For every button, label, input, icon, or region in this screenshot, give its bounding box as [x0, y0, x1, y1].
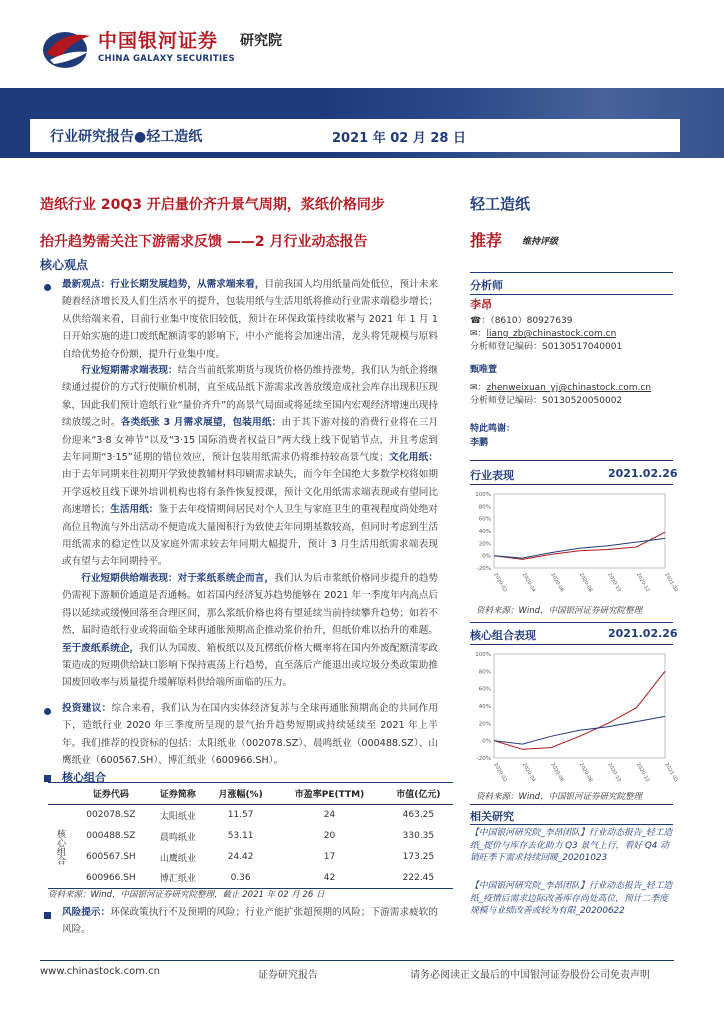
cell: 330.35: [402, 831, 435, 841]
y-tick-label: 60%: [478, 686, 491, 693]
cell: 24.42: [227, 852, 254, 862]
analyst-name: 李昂: [470, 298, 492, 311]
related-title: 相关研究: [470, 810, 514, 823]
risk-body: 环保政策执行不及预期的风险；行业产能扩张超预期的风险；下游需求疲软的风险。: [62, 907, 439, 936]
footer-site[interactable]: www.chinastock.com.cn: [40, 966, 160, 977]
x-tick-label: 2020-02: [492, 762, 508, 784]
table-row: [48, 847, 453, 868]
table-row: [48, 826, 453, 847]
portfolio-table: [48, 782, 453, 889]
headline-line-1: 造纸行业 20Q3 开启量价齐升景气周期，浆纸价格同步: [40, 197, 385, 213]
y-tick-label: 100%: [475, 492, 491, 498]
y-tick-label: -20%: [476, 566, 491, 572]
core-date: 2021.02.26: [608, 627, 678, 640]
x-tick-label: 2020-12: [634, 762, 651, 784]
y-tick-label: 0%: [482, 738, 491, 745]
demand-body-4: 鉴于去年疫情期间居民对个人卫生与家庭卫生的重视程度尚处绝对高位且物流与外出活动不便造成大量囤积行为致使去年同期基数较高，但同时考虑到生活用纸需求的稳定性以及家庭外需求较去年同期大幅提升，预计 3 月生活用纸需求端表现或有望与去年同期持平。: [62, 504, 439, 568]
cell: 222.45: [402, 872, 435, 883]
series-line-1: [494, 538, 665, 558]
cell: 11.57: [227, 810, 254, 821]
report-date: 2021 年 02 月 28 日: [332, 131, 466, 146]
portfolio-source: 资料来源：Wind，中国银河证券研究院整理，截止 2021 年 02 月 26 日: [48, 890, 325, 900]
paragraph-risk: [62, 904, 438, 939]
supply-lead: 行业短期供给端表现：对于浆纸系统企而言，: [81, 573, 275, 584]
cell: 0.36: [230, 872, 251, 883]
latest-view-body: 目前我国人均用纸量尚处低位，预计未来随着经济增长及人们生活水平的提升，包装用纸与生活用纸将推动行业需求端稳步增长；从供给端来看，目前行业集中度依旧较低，预计在环保政策持续收紧与 2021 年 1 月 1 日开始实施的进口废纸配额清零的影响下，中小产能将会加速出清，龙头将凭规模与原料自给优势抢夺份额，提升行业集中度。: [62, 279, 439, 360]
x-tick-label: 2021-02: [663, 762, 679, 784]
email-icon: ✉：: [470, 383, 487, 393]
supply-body-2: 我们认为国废、箱板纸以及瓦楞纸价格大概率将在国内外废配额清零政策造成的短期供给缺口影响下保持震荡上行趋势，直至落后产能退出或垃圾分类政策助推国废回收率与质量提升缓解原料供给端所面临的压力。: [62, 642, 439, 689]
x-tick-label: 2020-04: [520, 762, 537, 784]
assistant-cert: 分析师登记编码：S0130520050002: [470, 396, 623, 406]
bullet-dot: [44, 708, 51, 715]
analyst-phone: ☎：（8610）80927639: [470, 316, 573, 326]
core-title: 核心组合表现: [470, 629, 536, 642]
logo-en-text: CHINA GALAXY SECURITIES: [98, 54, 235, 64]
thanks-name: 李鹏: [470, 438, 489, 448]
email-icon: ✉：: [470, 329, 487, 339]
sidebar-sector: 轻工造纸: [470, 195, 531, 213]
series-line-1: [494, 716, 665, 744]
series-line-0: [494, 671, 665, 749]
bullet-square: [44, 775, 51, 782]
cell: 53.11: [227, 831, 254, 841]
cell: 17: [323, 852, 336, 862]
rating-note: 维持评级: [522, 237, 559, 247]
cell: 463.25: [402, 810, 435, 821]
investment-lead: 投资建议：: [62, 703, 112, 714]
plot-area: [494, 654, 665, 758]
perf-date: 2021.02.26: [608, 467, 678, 480]
logo: [40, 24, 300, 74]
cell: 000488.SZ: [86, 831, 136, 841]
cell: 600567.SH: [86, 852, 136, 862]
y-tick-label: 60%: [478, 516, 491, 523]
x-tick-label: 2020-06: [549, 762, 565, 784]
paragraph-demand: [62, 362, 438, 571]
plot-area: [494, 494, 665, 568]
section-title: 核心观点: [40, 258, 89, 272]
demand-bold-2: 各类纸张 3 月需求展望，包装用纸：: [120, 417, 282, 429]
analyst-title: 分析师: [470, 279, 503, 292]
related-item-2[interactable]: 【中国银河研究院_李昂团队】行业动态报告_轻工造纸_疫情后需求边际改善库存尚处高位，预计二季度规模与业绩改善或较为有限_20200622: [470, 881, 673, 916]
footer-center: 证券研究报告: [258, 970, 318, 981]
x-tick-label: 2020-08: [577, 572, 594, 594]
x-tick-label: 2020-12: [634, 572, 651, 594]
investment-body: 综合来看，我们认为在国内实体经济复苏与全球再通胀预期高企的共同作用下，造纸行业 2020 年三季度所呈现的景气抬升趋势短期或持续延续至 2021 年上半年。我们推荐的投资标的包括：太阳纸业（002078.SZ）、晨鸣纸业（000488.SZ）、山鹰纸业（600567.SH）、博汇纸业（600966.SH）。: [62, 703, 439, 767]
x-tick-label: 2020-08: [577, 762, 594, 784]
demand-body-3: 由于去年同期来往初期开学致使教辅材料印刷需求缺失，而今年全国绝大多数学校将如期开学返校且线下课外培训机构也将有条件恢复授课，预计文化用纸需求端表现或有望同比高速增长；: [62, 469, 438, 516]
x-tick-label: 2021-02: [663, 572, 679, 594]
cell: 晨鸣纸业: [159, 832, 196, 843]
demand-body-2: 由于其下游对接的消费行业将在三月份迎来“3·8 女神节”以及“3·15 国际消费者权益日”两大线上线下促销节点，并且考虑到去年同期“3·15”延期的错位效应，预计包装用纸需求仍将维持较高景气度；: [62, 417, 439, 464]
cell: 山鹰纸业: [159, 853, 196, 864]
cell: 博汇纸业: [159, 874, 196, 885]
analyst-email[interactable]: liang_zb@chinastock.com.cn: [486, 329, 617, 339]
assistant-name: 甄唯萱: [470, 365, 498, 375]
perf-title: 行业表现: [470, 469, 514, 482]
footer-disclaimer: 请务必阅读正文最后的中国银河证券股份公司免责声明: [410, 970, 650, 981]
cell: 600966.SH: [86, 872, 136, 883]
col-header: 市盈率PE(TTM): [294, 790, 365, 800]
portfolio-side-label: 核心组合: [55, 828, 65, 865]
core-source: 资料来源：Wind，中国银河证券研究院整理: [476, 792, 643, 802]
footer-divider: [40, 960, 674, 961]
series-line-0: [494, 532, 665, 559]
cell: 24: [323, 810, 336, 821]
paragraph-supply: [62, 570, 438, 692]
risk-lead: 风险提示：: [62, 907, 111, 918]
assistant-email[interactable]: zhenweixuan_yj@chinastock.com.cn: [486, 383, 652, 393]
y-tick-label: 80%: [478, 504, 491, 511]
y-tick-label: 40%: [478, 529, 491, 535]
headline-line-2: 抬升趋势需关注下游需求反馈 ——2 月行业动态报告: [40, 234, 368, 250]
related-item-1[interactable]: 【中国银河研究院_李昂团队】行业动态报告_轻工造纸_提价与库存去化助力 Q3 景气上行，看好 Q4 动销旺季下需求持续回暖_20201023: [470, 828, 673, 863]
demand-lead: 行业短期需求端表现：: [81, 365, 178, 376]
y-tick-label: 0%: [482, 553, 491, 560]
y-tick-label: 20%: [478, 541, 491, 548]
perf-source: 资料来源：Wind，中国银河证券研究院整理: [476, 606, 643, 616]
analyst-email-row: [470, 326, 616, 339]
x-tick-label: 2020-06: [549, 572, 565, 594]
analyst-cert: 分析师登记编码：S0130517040001: [470, 342, 623, 352]
logo-cn-text: 中国银河证券: [98, 30, 219, 52]
supply-bold-2: 至于废纸系统企，: [62, 642, 140, 654]
y-tick-label: 20%: [478, 721, 491, 728]
x-tick-label: 2020-04: [520, 572, 537, 594]
cell: 42: [323, 872, 336, 883]
assistant-email-row: [470, 380, 651, 393]
demand-bold-3: 文化用纸：: [388, 452, 438, 464]
table-row: [48, 868, 453, 889]
core-portfolio-chart: [470, 648, 679, 788]
demand-bold-4: 生活用纸：: [110, 504, 159, 516]
x-tick-label: 2020-10: [606, 572, 622, 594]
rating-label: 推荐: [470, 231, 503, 250]
cell: 20: [323, 831, 336, 841]
cell: 002078.SZ: [86, 810, 136, 821]
thanks-title: 特此鸣谢：: [470, 424, 516, 434]
x-tick-label: 2020-02: [492, 572, 508, 594]
y-tick-label: 100%: [475, 652, 491, 658]
galaxy-logo-icon: [40, 24, 94, 72]
bullet-dot: [44, 284, 51, 291]
report-type: 行业研究报告●轻工造纸: [50, 129, 203, 145]
table-row: [48, 805, 453, 826]
demand-body: 结合当前纸浆期货与现货价格仍维持涨势，我们认为纸企将继续通过提价的方式行使顺价机制，直至成品纸下游需求改善放缓造成社会库存出现积压现象，因此我们预计造纸行业“量价齐升”的高景气局面或将延续至国内宏观经济增速出现持续放缓之时。: [62, 365, 439, 429]
institute-label: 研究院: [240, 33, 282, 49]
y-tick-label: 80%: [478, 669, 491, 676]
cell: 173.25: [402, 852, 435, 862]
col-header: 证券简称: [159, 790, 196, 800]
x-tick-label: 2020-10: [606, 762, 622, 784]
industry-performance-chart: [470, 488, 679, 598]
portfolio-title: 核心组合: [62, 771, 106, 784]
bullet-square: [44, 912, 51, 919]
col-header: 市值(亿元): [396, 790, 441, 800]
y-tick-label: -20%: [476, 756, 491, 762]
col-header: 证券代码: [92, 790, 129, 800]
latest-view-lead: 最新观点：行业长期发展趋势，从需求端来看，: [62, 279, 265, 290]
y-tick-label: 40%: [478, 704, 491, 710]
paragraph-investment: [62, 700, 438, 770]
cell: 太阳纸业: [159, 811, 196, 822]
paragraph-latest-view: [62, 276, 438, 363]
supply-body: 我们认为后市浆纸价格同步提升的趋势仍需视下游顺价通道是否通畅。如若国内经济复苏趋势能够在 2021 年一季度年内高点后得以延续或缓慢回落至合理区间，那么浆纸价格也将有望延续当前持续攀升趋势；如若不然，届时造纸行业或将面临全球再通胀预期高企推动浆价抬升，但纸价难以抬升的难题。: [62, 573, 439, 637]
col-header: 月涨幅(%): [218, 790, 263, 800]
